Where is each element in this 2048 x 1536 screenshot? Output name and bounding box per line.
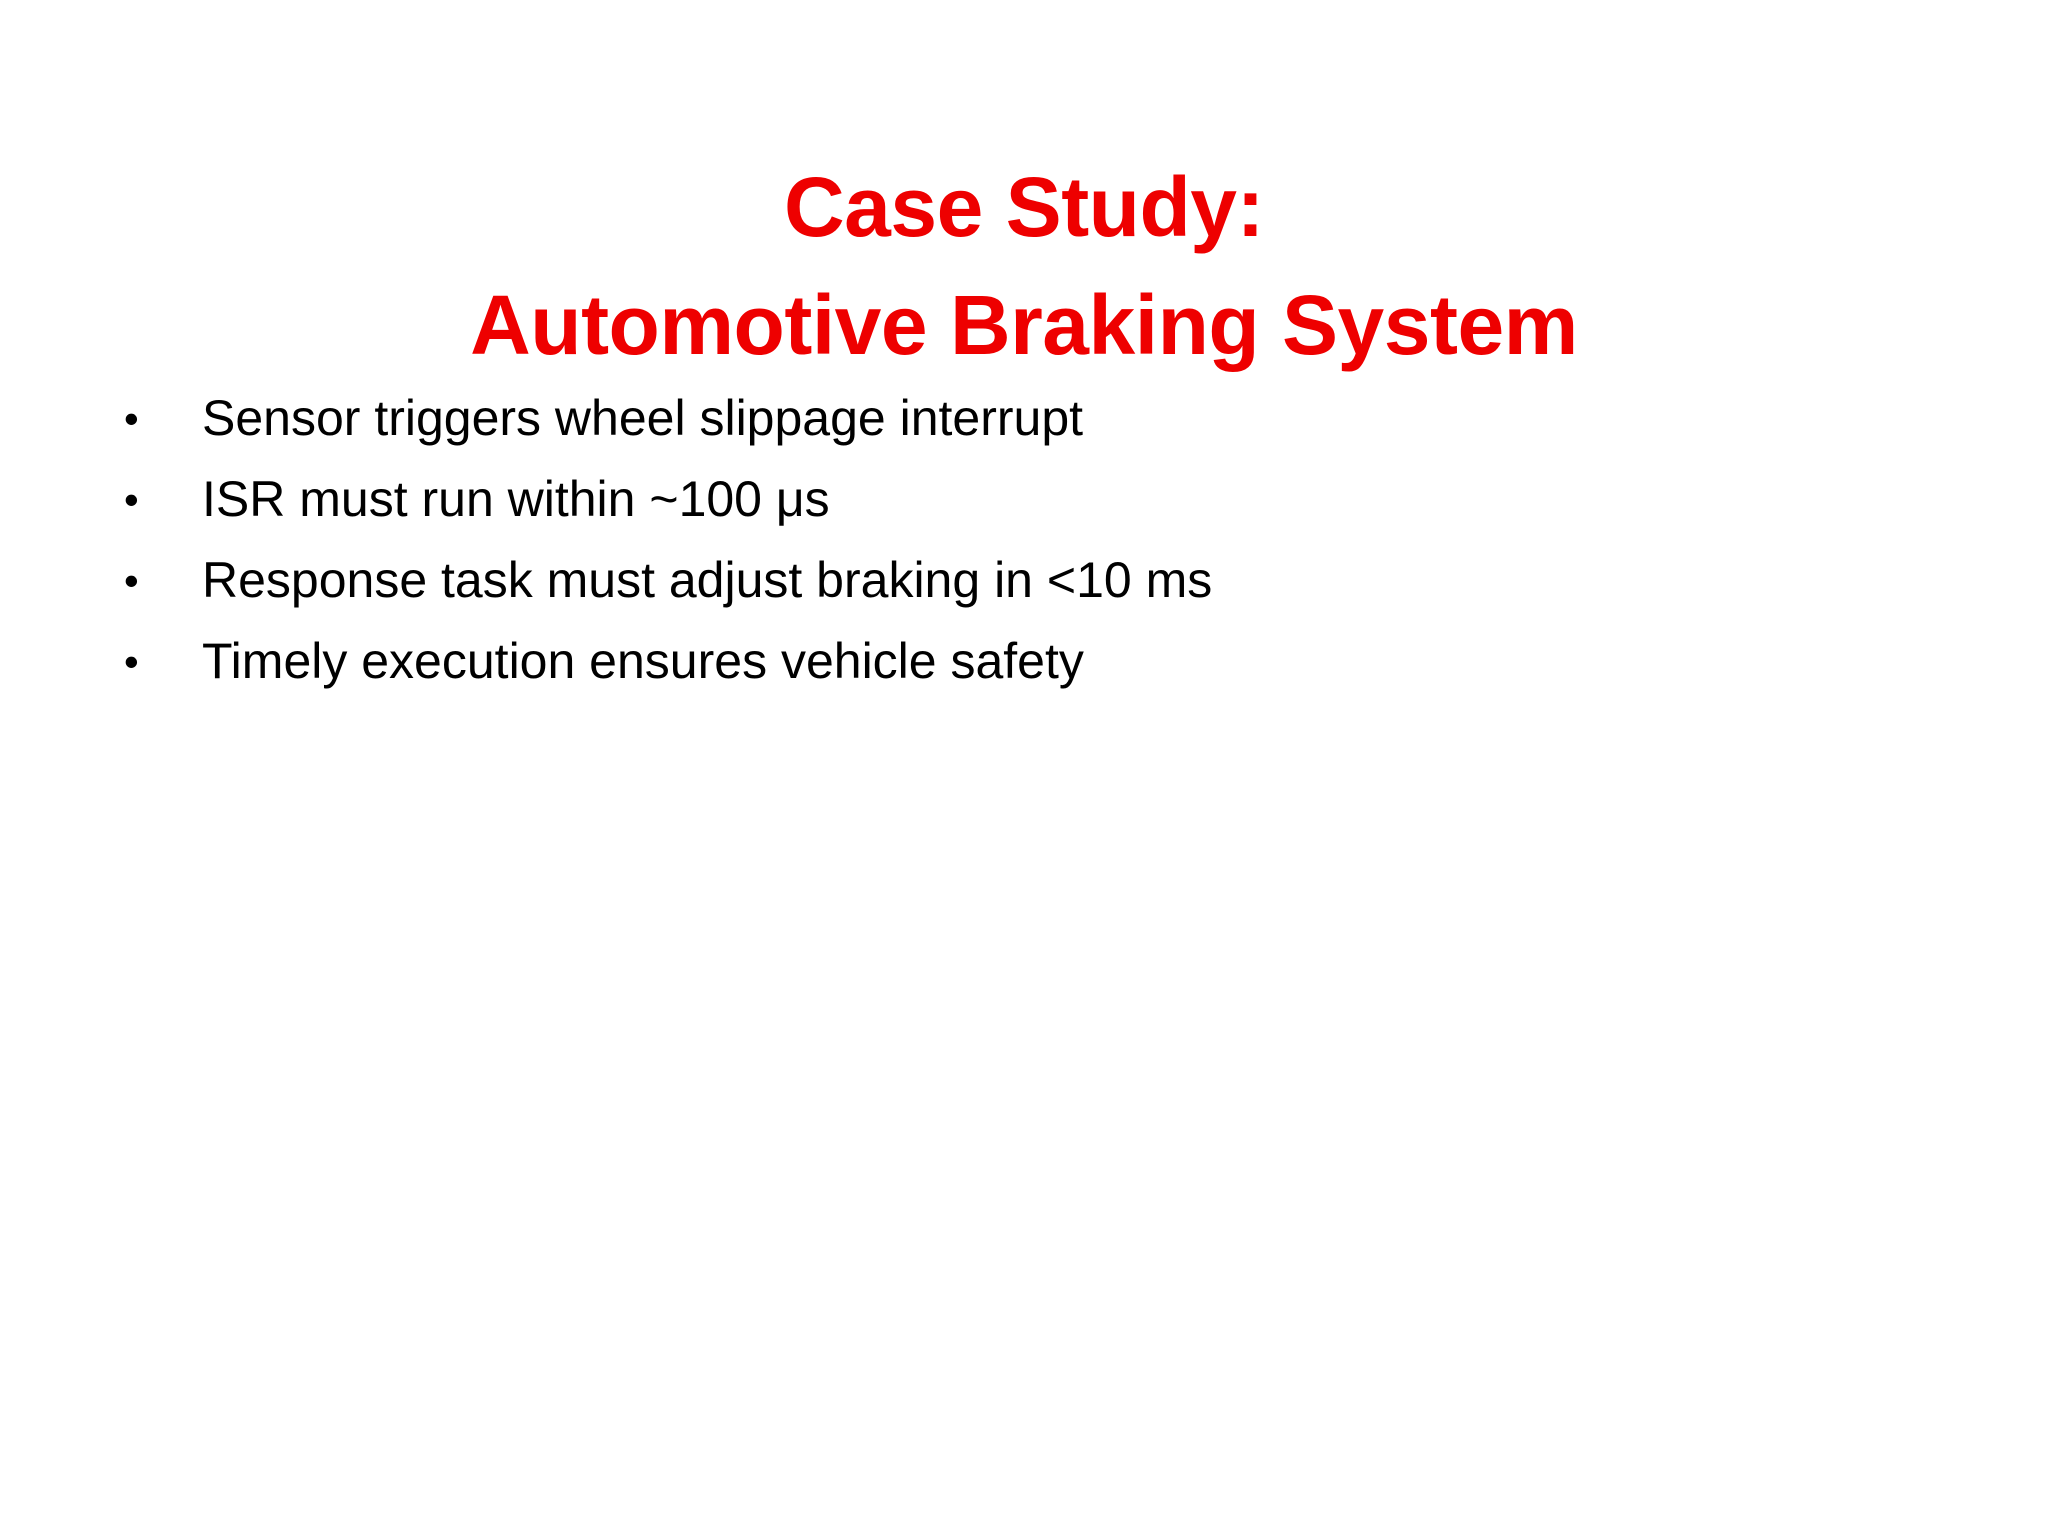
bullet-text: Sensor triggers wheel slippage interrupt bbox=[202, 390, 1084, 446]
slide-title bbox=[0, 148, 2048, 384]
bullet-text: Response task must adjust braking in <10 ms bbox=[202, 552, 1213, 608]
slide-title-line-2: Automotive Braking System bbox=[470, 278, 1578, 373]
bullet-icon: • bbox=[124, 557, 139, 604]
bullet-icon: • bbox=[124, 638, 139, 685]
bullet-text: Timely execution ensures vehicle safety bbox=[202, 633, 1084, 689]
slide-title-line-1: Case Study: bbox=[784, 160, 1264, 255]
bullet-icon: • bbox=[124, 395, 139, 442]
bullet-text: ISR must run within ~100 μs bbox=[202, 471, 830, 527]
bullet-icon: • bbox=[124, 476, 139, 523]
